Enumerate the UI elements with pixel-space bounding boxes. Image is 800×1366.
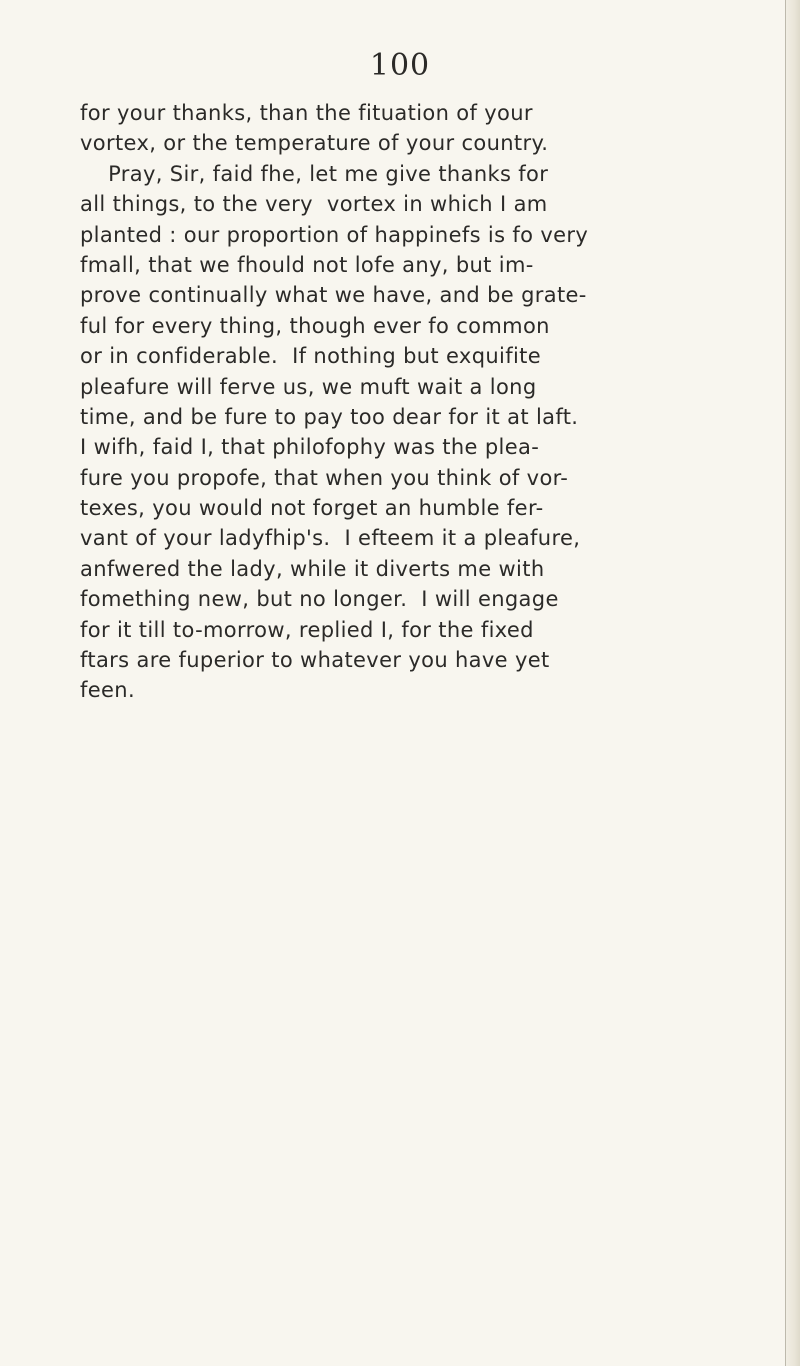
text-line: fomething new, but no longer. I will engage [80,587,559,612]
page-number: 100 [369,48,431,83]
text-line: ful for every thing, though ever fo common [80,313,550,338]
text-line: planted : our proportion of happinefs is fo very [80,222,589,247]
text-line: all things, to the very vortex in which I am [80,192,548,217]
text-line: pleafure will ferve us, we muft wait a long [80,374,537,399]
text-line: anfwered the lady, while it diverts me with [80,556,545,581]
text-line: ftars are fuperior to whatever you have yet [80,648,550,673]
text-line: Pray, Sir, faid fhe, let me give thanks for [80,161,549,186]
body-text [80,98,780,706]
text-line: texes, you would not forget an humble fer- [80,496,544,521]
text-line: prove continually what we have, and be grate- [80,283,587,308]
text-line: feen. [80,678,135,703]
text-line: vant of your ladyfhip's. I efteem it a pleafure, [80,526,581,551]
text-line: time, and be fure to pay too dear for it at laft. [80,404,579,429]
text-line: I wifh, faid I, that philofophy was the plea- [80,435,540,460]
text-line: for your thanks, than the fituation of your [80,101,533,125]
text-line: vortex, or the temperature of your country. [80,131,549,156]
text-line: fure you propofe, that when you think of vor- [80,465,569,490]
text-line: or in confiderable. If nothing but exquifite [80,344,542,369]
text-line: fmall, that we fhould not lofe any, but im- [80,252,534,277]
page-edge [785,0,800,1366]
text-line: for it till to-morrow, replied I, for the fixed [80,617,534,642]
